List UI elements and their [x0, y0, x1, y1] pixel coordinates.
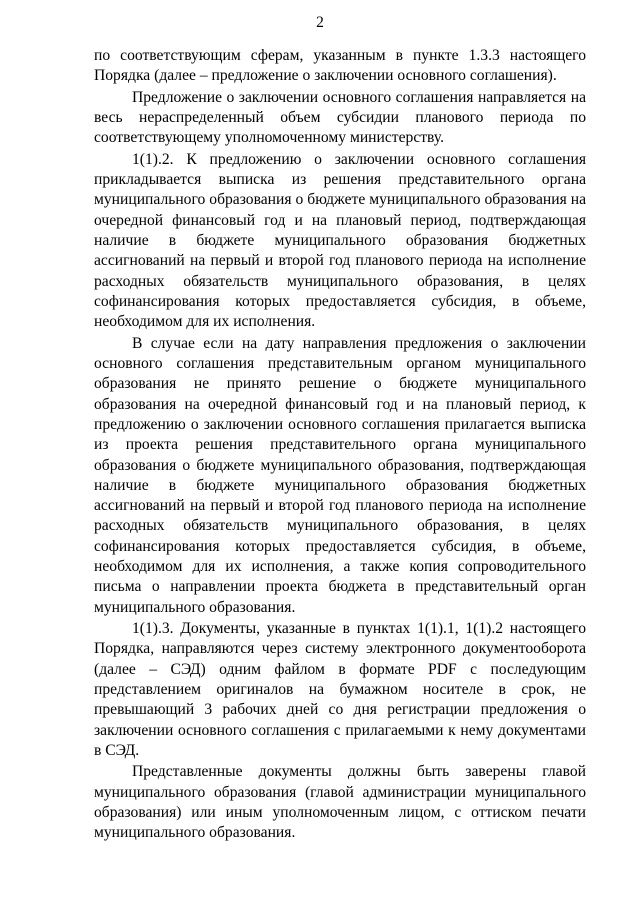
paragraph-continuation: по соответствующим сферам, указанным в пункте 1.3.3 настоящего Порядка (далее – предложение о заключении основного соглашения). [94, 47, 586, 85]
page-number: 2 [316, 14, 324, 31]
paragraph: Предложение о заключении основного соглашения направляется на весь нераспределенный объем субсидии планового периода по соответствующему уполномоченному министерству. [94, 88, 586, 147]
paragraph: Представленные документы должны быть заверены главой муниципального образования (главой администрации муниципального образования) или иным уполномоченным лицом, с оттиском печати муниципального образования. [94, 763, 586, 842]
paragraph-clause-1-1-2: 1(1).2. К предложению о заключении основного соглашения прикладывается выписка из решения представительного органа муниципального образования о бюджете муниципального образования на очередной финансовый год и на плановый период, подтверждающая наличие в бюджете муниципального образования бюджетных ассигнований на первый и второй год планового периода на исполнение расходных обязательств муниципального образования, в целях софинансирования которых предоставляется субсидия, в объеме, необходимом для их исполнения. [94, 150, 586, 331]
paragraph: В случае если на дату направления предложения о заключении основного соглашения представительным органом муниципального образования не принято решение о бюджете муниципального образования на очередной финансовый год и на плановый период, к предложению о заключении основного соглашения прилагается выписка из проекта решения представительного органа муниципального образования о бюджете муниципального образования, подтверждающая наличие в бюджете муниципального образования бюджетных ассигнований на первый и второй год планового периода на исполнение расходных обязательств муниципального образования, в целях софинансирования которых предоставляется субсидия, в объеме, необходимом для их исполнения, а также копия сопроводительного письма о направлении проекта бюджета в представительный орган муниципального образования. [94, 334, 586, 616]
paragraph-clause-1-1-3: 1(1).3. Документы, указанные в пунктах 1(1).1, 1(1).2 настоящего Порядка, направляются через систему электронного документооборота (далее – СЭД) одним файлом в формате PDF с последующим представлением оригиналов на бумажном носителе в срок, не превышающий 3 рабочих дней со дня регистрации предложения о заключении основного соглашения с прилагаемыми к нему документами в СЭД. [94, 620, 586, 759]
document-body [94, 46, 586, 845]
